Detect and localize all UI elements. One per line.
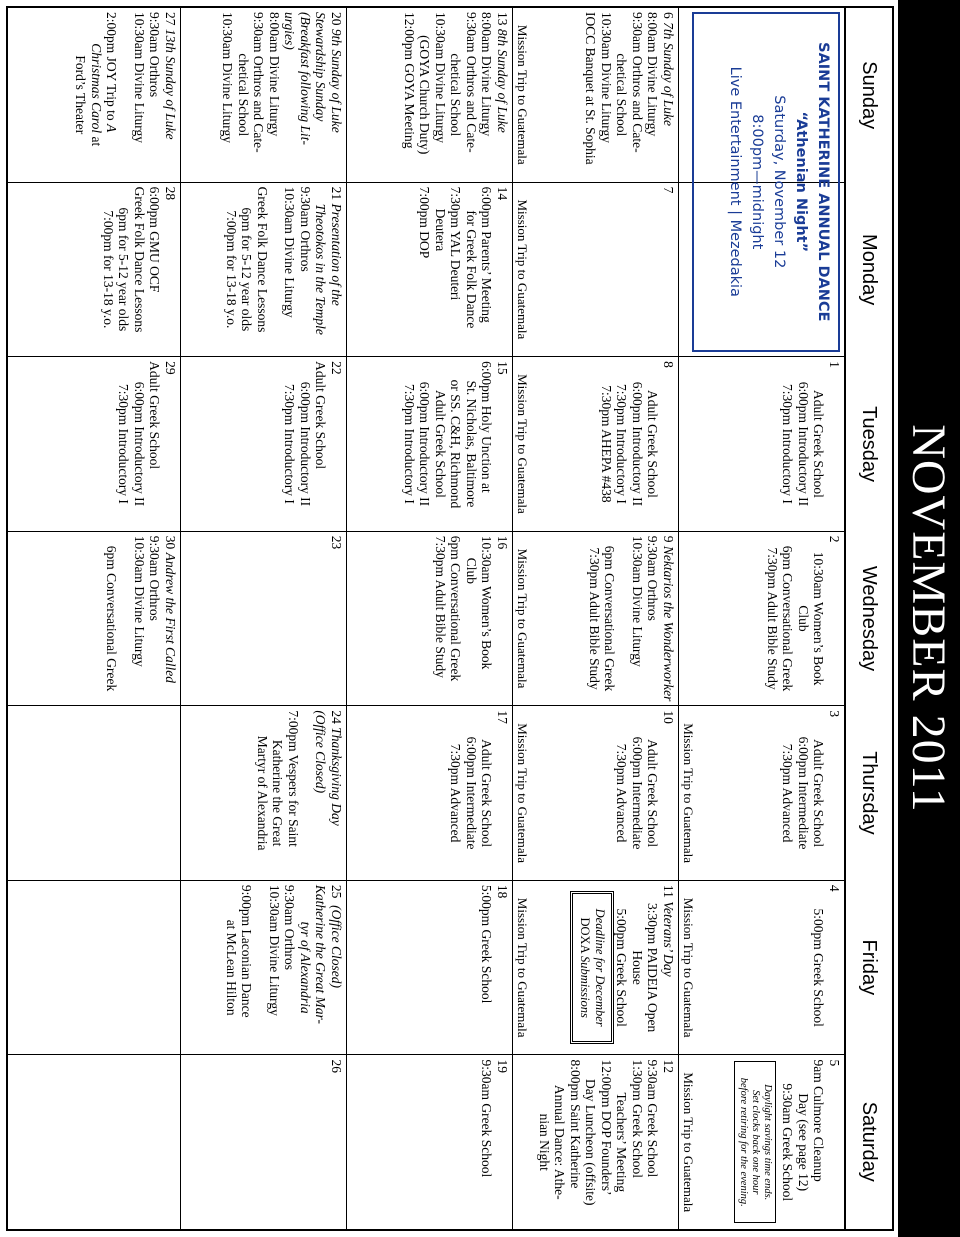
event: Greek Folk Dance Lessons — [255, 186, 270, 333]
event: 9:30am Orthros — [298, 186, 313, 272]
event: 6:00pm Holy Unction at — [479, 361, 495, 493]
day-cell — [513, 8, 678, 183]
day-cell-empty — [6, 881, 180, 1056]
day-header: Sunday — [858, 61, 880, 130]
event: 3:30pm PAIDEIA Open — [645, 903, 661, 1033]
day-number-feast: 21 Presentation of the — [329, 186, 344, 306]
event: 6pm for 5-12 year olds — [116, 207, 132, 332]
day-cell — [181, 8, 346, 183]
event: (GOYA Church Duty) — [417, 35, 433, 155]
day-number: 5 — [827, 1059, 842, 1067]
mission-trip-note: Mission Trip to Guatemala — [515, 548, 531, 689]
day-cell — [513, 183, 678, 358]
event: Club — [796, 605, 811, 632]
event: 10:30am Divine Liturgy — [630, 535, 645, 667]
event: IOCC Banquet at St. Sophia — [583, 12, 599, 165]
day-number: 12 — [661, 1059, 676, 1073]
event: 7:30pm Adult Bible Study — [587, 547, 602, 690]
dance-details: Live Entertainment | Mezedakia — [727, 66, 743, 297]
day-number: 1 — [827, 361, 842, 368]
day-number-feast: 13 8th Sunday of Luke — [495, 12, 510, 133]
mission-trip-note: Mission Trip to Guatemala — [681, 897, 697, 1038]
week-row — [678, 8, 844, 1229]
event: 7:30pm AHEPA #438 — [599, 385, 614, 503]
day-number-feast: 24 Thanksgiving Day — [329, 710, 344, 826]
event: 10:30am Divine Liturgy — [282, 186, 298, 318]
week-row — [512, 8, 678, 1229]
dance-date: Saturday, November 12 — [771, 95, 787, 269]
day-cell — [679, 881, 844, 1056]
day-cell — [679, 357, 844, 532]
event: 9:30am Greek School — [780, 1083, 796, 1202]
day-cell — [347, 881, 512, 1056]
event: 9:30am Greek School — [479, 1059, 495, 1178]
event: 5:00pm Greek School — [811, 908, 827, 1027]
day-cell — [513, 881, 678, 1056]
day-number: 7 — [661, 186, 676, 194]
feast-note: (Office Closed) — [313, 710, 329, 794]
day-cell — [181, 881, 346, 1056]
day-number: 10 — [661, 710, 676, 724]
day-cell — [347, 706, 512, 881]
day-number: 4 — [827, 884, 842, 892]
event: for Greek Folk Dance — [464, 210, 479, 329]
event: 8:00am Divine Liturgy — [645, 12, 661, 137]
feast-note: Theotokos in the Temple — [313, 203, 329, 335]
day-cell — [181, 357, 346, 532]
daylight-savings-note — [734, 1061, 776, 1223]
day-header: Monday — [858, 234, 880, 306]
day-number: 3 — [827, 710, 842, 718]
event: 10:30am Divine Liturgy — [132, 12, 147, 143]
event: 9:00pm Laconian Dance — [239, 884, 255, 1018]
event: Adult Greek School — [313, 361, 329, 470]
event: 7:30pm Introductory I — [116, 383, 132, 504]
day-cell — [6, 8, 180, 183]
event: 10:30am Divine Liturgy — [433, 12, 448, 143]
day-cell — [181, 532, 346, 707]
mission-trip-note: Mission Trip to Guatemala — [515, 24, 531, 165]
day-number-feast: 20 9th Sunday of Luke — [329, 12, 344, 133]
day-cell — [6, 183, 180, 358]
event: 9:30am Orthros — [282, 884, 298, 971]
event: 6:00pm Introductory II — [417, 381, 433, 507]
event: nian Night — [537, 1113, 552, 1171]
event: Katherine the Great — [270, 739, 286, 847]
event: 7:00pm DOP — [417, 186, 433, 259]
event: 9:30am Orthros — [645, 535, 661, 621]
event: 7:00pm for 13-18 y.o. — [224, 210, 239, 329]
event: Deutera — [433, 208, 448, 252]
dance-time: 8:00pm—midnight — [749, 114, 765, 250]
note-line: Daylight savings time ends. — [762, 1084, 773, 1201]
day-cell-empty — [679, 8, 844, 322]
dance-announcement — [692, 12, 840, 352]
event: 9:30am Orthros — [147, 12, 163, 98]
day-cell — [347, 183, 512, 358]
event: 2:00pm JOY Trip to A — [104, 12, 120, 133]
day-cell-empty — [6, 706, 180, 881]
mission-trip-note: Mission Trip to Guatemala — [515, 199, 531, 340]
event: or SS. C&H, Richmond — [448, 379, 464, 509]
event: Adult Greek School — [811, 389, 827, 498]
event: Club — [464, 557, 479, 584]
mission-trip-note: Mission Trip to Guatemala — [515, 897, 531, 1038]
event: Ford’s Theater — [73, 55, 89, 135]
event: 7:30pm YAL Deuteri — [448, 186, 464, 301]
day-cell — [6, 532, 180, 707]
event: 5:00pm Greek School — [614, 908, 630, 1027]
note-line: before retiring for the evening. — [738, 1077, 749, 1207]
day-number-feast: 30 Andrew the First Called — [163, 535, 178, 683]
event: 7:30pm Adult Bible Study — [433, 535, 448, 678]
feast-note: urgies) — [282, 12, 298, 50]
event: 6:00pm Parents’ Meeting — [479, 186, 495, 323]
day-cell — [679, 706, 844, 881]
event: 10:30am Divine Liturgy — [267, 884, 282, 1016]
event: 1:30pm Greek School — [630, 1059, 645, 1178]
day-number: 29 — [163, 361, 178, 375]
event: 8:00pm Saint Katherine — [568, 1059, 583, 1189]
day-cell — [6, 357, 180, 532]
event: 10:30am Women’s Book — [811, 551, 827, 686]
event: 12:00pm DOP Founders’ — [599, 1059, 614, 1196]
event: 10:30am Divine Liturgy — [599, 12, 614, 143]
feast-note: tyr of Alexandria — [298, 921, 313, 1014]
day-number-feast: 27 13th Sunday of Luke — [163, 12, 178, 140]
event: 6:00pm Introductory II — [796, 381, 811, 507]
event: chetical School — [448, 53, 464, 137]
event: 8:00am Divine Liturgy — [479, 12, 495, 137]
event: 9:30am Orthros and Cate- — [630, 12, 645, 153]
deadline-line: Deadline for December — [593, 908, 607, 1027]
event: 10:30am Divine Liturgy — [132, 535, 147, 667]
day-number-feast: 25 (Office Closed) — [329, 884, 344, 988]
event: Day (see page 12) — [796, 1093, 811, 1192]
week-row — [180, 8, 346, 1229]
event: Adult Greek School — [433, 389, 448, 498]
event: 9:30am Orthros — [147, 535, 163, 621]
event: 9am Culmore Cleanup — [811, 1059, 827, 1182]
day-cell — [347, 1055, 512, 1229]
day-cell — [347, 532, 512, 707]
day-header-row — [844, 8, 892, 1229]
day-cell — [513, 357, 678, 532]
day-header: Tuesday — [858, 406, 880, 483]
doxa-deadline-box — [570, 891, 614, 1045]
event: 6:00pm Introductory II — [298, 381, 313, 507]
event: 6pm Conversational Greek — [780, 545, 796, 692]
day-number-feast: 6 7th Sunday of Luke — [661, 12, 676, 126]
day-cell — [679, 532, 844, 707]
day-number: 28 — [163, 186, 178, 201]
event: at McLean Hilton — [224, 919, 239, 1016]
event: Christmas Carol at — [89, 43, 104, 147]
event: Adult Greek School — [645, 389, 661, 498]
day-cell — [181, 183, 346, 358]
event: 7:30pm Introductory I — [282, 383, 298, 504]
dance-title: SAINT KATHERINE ANNUAL DANCE — [815, 42, 831, 322]
event: Greek Folk Dance Lessons — [132, 186, 147, 333]
event: 5:00pm Greek School — [479, 884, 495, 1004]
event: 10:30am Divine Liturgy — [220, 12, 236, 143]
day-cell — [347, 357, 512, 532]
event: St. Nicholas, Baltimore — [464, 380, 479, 508]
event: 6pm Conversational Greek — [602, 545, 618, 692]
event: 7:30pm Introductory I — [402, 383, 417, 504]
event: Teachers’ Meeting — [614, 1092, 630, 1193]
event: chetical School — [614, 53, 630, 137]
event: 6pm Conversational Greek — [448, 535, 464, 682]
mission-trip-note: Mission Trip to Guatemala — [515, 723, 531, 863]
event: House — [630, 950, 645, 985]
calendar-grid — [6, 6, 894, 1231]
day-cell-empty — [6, 1055, 180, 1229]
event: Martyr of Alexandria — [255, 735, 270, 851]
event: Adult Greek School — [147, 361, 163, 470]
event: Adult Greek School — [645, 739, 661, 848]
event: 7:30pm Introductory I — [614, 383, 630, 504]
day-cell — [181, 706, 346, 881]
event: Adult Greek School — [811, 739, 827, 848]
day-number: 2 — [827, 535, 842, 543]
day-number-feast: 11 Veterans’ Day — [661, 884, 676, 977]
event: Adult Greek School — [479, 739, 495, 848]
mission-trip-note: Mission Trip to Guatemala — [515, 374, 531, 514]
day-number: 18 — [495, 884, 510, 899]
dance-subtitle: “Athenian Night” — [793, 111, 809, 253]
day-number: 16 — [495, 535, 510, 550]
event: 10:30am Women’s Book — [479, 535, 495, 670]
day-number: 17 — [495, 710, 510, 724]
event: 6:00pm Intermediate — [630, 736, 645, 850]
event: 6:00pm Intermediate — [464, 736, 479, 850]
event: 9:30am Orthros and Cate- — [251, 12, 267, 153]
day-number: 23 — [329, 535, 344, 550]
week-row — [6, 8, 180, 1229]
event: 6pm Conversational Greek — [104, 545, 120, 692]
week-row — [346, 8, 512, 1229]
mission-trip-note: Mission Trip to Guatemala — [681, 723, 697, 863]
event: Day Luncheon (offsite) — [583, 1079, 599, 1206]
day-number-feast: 9 Nektarios the Wonderworker — [661, 535, 676, 702]
day-cell — [513, 532, 678, 707]
event: 8:00am Divine Liturgy — [267, 12, 282, 137]
feast-note: Stewardship Sunday — [313, 12, 329, 122]
day-header: Wednesday — [858, 565, 880, 672]
feast-note: (Breakfast following Lit- — [298, 12, 313, 145]
event: 12:00pm GOYA Meeting — [402, 12, 417, 149]
event: 7:30pm Advanced — [614, 743, 630, 843]
day-header: Friday — [858, 939, 880, 996]
event: 7:30pm Advanced — [780, 743, 796, 843]
day-cell — [679, 1055, 844, 1229]
day-number: 22 — [329, 361, 344, 375]
event: chetical School — [236, 53, 251, 137]
feast-note: Katherine the Great Mar- — [313, 884, 329, 1024]
day-header: Saturday — [858, 1101, 880, 1182]
day-number: 26 — [329, 1059, 344, 1073]
event: Annual Dance: Athe- — [552, 1084, 568, 1200]
event: 6:00pm Intermediate — [796, 736, 811, 850]
day-header: Thursday — [858, 751, 880, 835]
event: 7:00pm Vespers for Saint — [286, 710, 301, 847]
event: 7:30pm Adult Bible Study — [765, 547, 780, 690]
note-line: Set clocks back one hour — [750, 1090, 761, 1195]
deadline-line: DOXA Submissions — [578, 917, 592, 1018]
day-cell — [347, 8, 512, 183]
day-number: 14 — [495, 186, 510, 201]
day-cell — [513, 706, 678, 881]
day-number: 8 — [661, 361, 676, 368]
event: 6:00pm GMU OCF — [147, 186, 163, 293]
event: 9:30am Greek School — [645, 1059, 661, 1178]
day-cell — [181, 1055, 346, 1229]
event: 7:30pm Introductory I — [780, 383, 796, 504]
event: 9:30am Orthros and Cate- — [464, 12, 479, 153]
day-cell — [513, 1055, 678, 1229]
event: 6:00pm Introductory II — [132, 381, 147, 507]
event: 6pm for 5-12 year olds — [239, 207, 255, 332]
event: 7:00pm for 13-18 y.o. — [101, 210, 116, 329]
mission-trip-note: Mission Trip to Guatemala — [681, 1072, 697, 1213]
event: 7:30pm Advanced — [448, 743, 464, 843]
event: 6:00pm Introductory II — [630, 381, 645, 507]
day-number: 15 — [495, 361, 510, 375]
page-title: NOVEMBER 2011 — [898, 0, 960, 1237]
day-number: 19 — [495, 1059, 510, 1073]
